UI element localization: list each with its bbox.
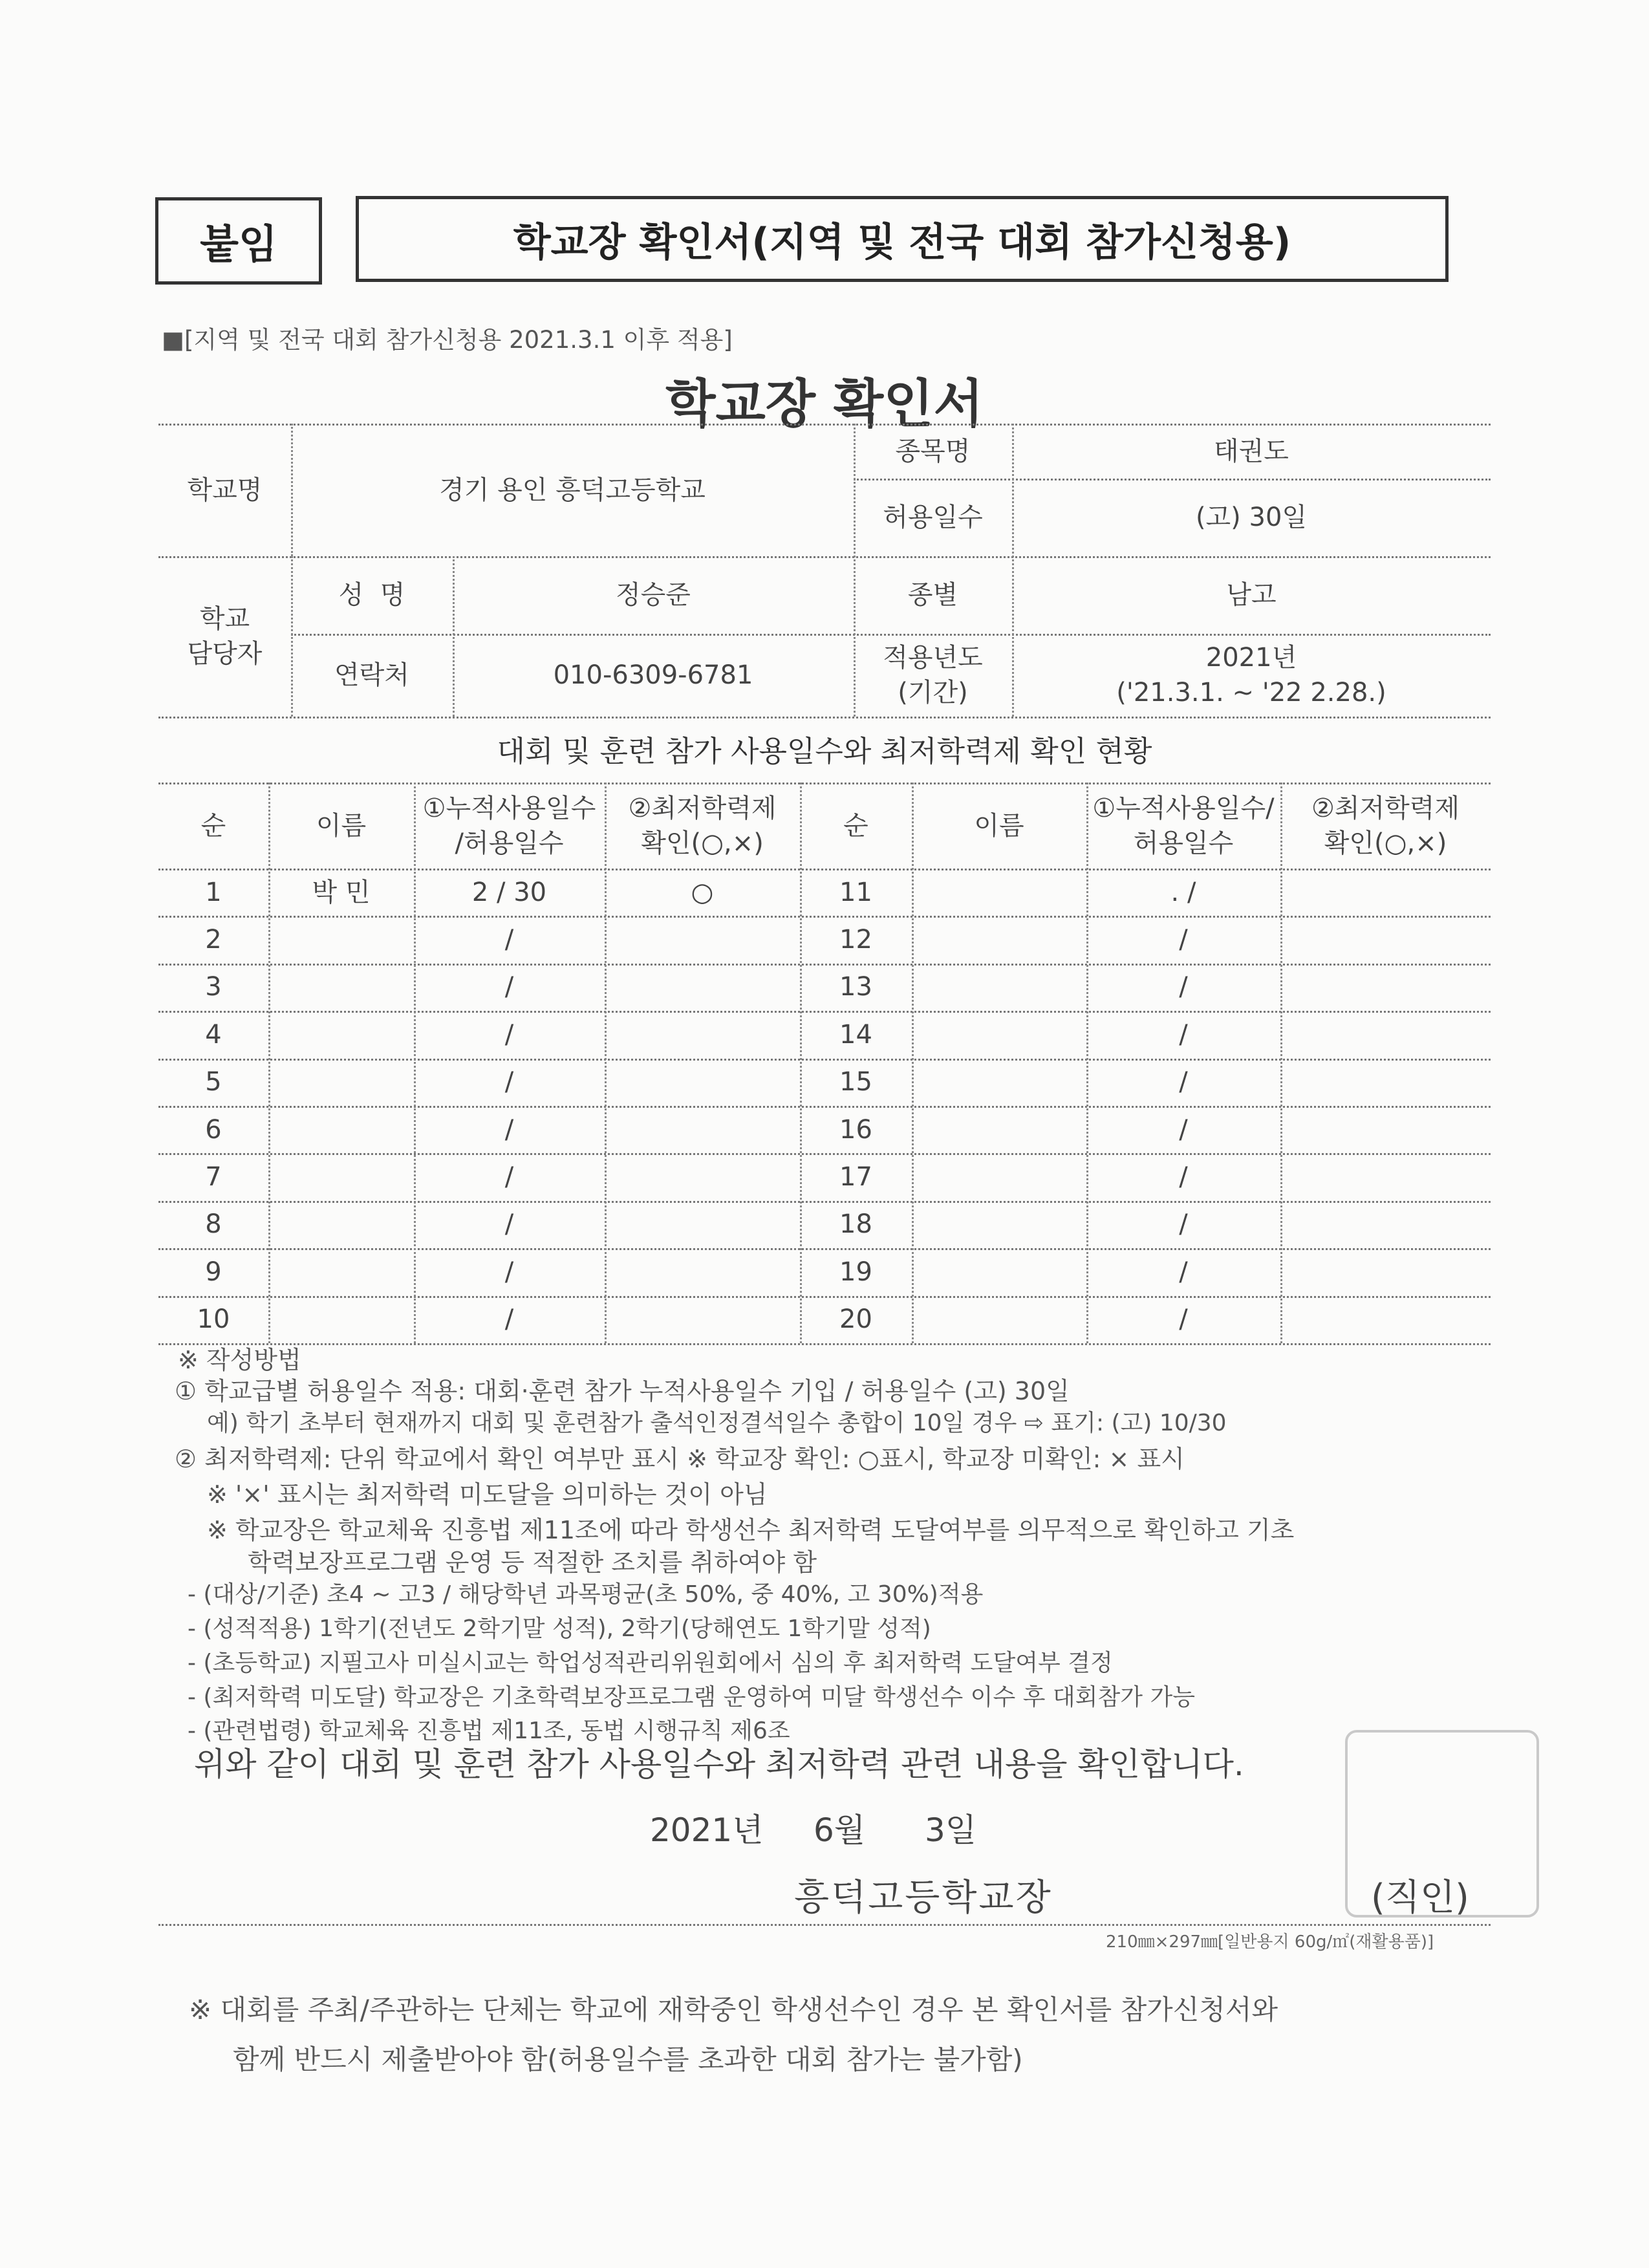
- used-days: /: [1179, 925, 1188, 955]
- row-number: 19: [839, 1257, 872, 1287]
- student-name: [268, 1153, 414, 1200]
- student-name: [912, 869, 1086, 916]
- academic-check: [605, 916, 800, 963]
- used-days: /: [1179, 1257, 1188, 1287]
- contact-value: 010-6309-6781: [553, 660, 753, 690]
- allowed-days-value: (고) 30일: [1195, 502, 1308, 532]
- student-name: [268, 1011, 414, 1058]
- paper-spec: 210㎜×297㎜[일반용지 60g/㎡(재활용품)]: [1106, 1932, 1434, 1952]
- used-days: /: [504, 1019, 514, 1050]
- student-name: [912, 964, 1086, 1011]
- used-days: /: [1179, 1209, 1188, 1240]
- row-number: 5: [205, 1067, 222, 1097]
- student-name: 박 민: [312, 877, 371, 907]
- used-days: . /: [1170, 877, 1196, 907]
- row-number: 8: [205, 1209, 222, 1240]
- used-days: /: [504, 925, 514, 955]
- footer-note-1: ※ 대회를 주최/주관하는 단체는 학교에 재학중인 학생선수인 경우 본 확인서를 참가신청서와: [189, 1994, 1278, 2025]
- form-title-box: [356, 196, 1449, 282]
- academic-check: [1280, 1011, 1491, 1058]
- academic-check: [605, 1153, 800, 1200]
- used-days: /: [504, 1067, 514, 1097]
- col-header-no: 순: [843, 810, 868, 841]
- manager-name-label: 성 명: [338, 580, 405, 610]
- student-name: [912, 1248, 1086, 1295]
- col-header-name: 이름: [974, 810, 1024, 841]
- footer-note-2: 함께 반드시 제출받아야 함(허용일수를 초과한 대회 참가는 불가함): [233, 2044, 1023, 2075]
- contact-label: 연락처: [334, 660, 409, 690]
- academic-check: [605, 1201, 800, 1248]
- gender-value: 남고: [1226, 580, 1277, 610]
- student-name: [912, 1201, 1086, 1248]
- student-name: [912, 1153, 1086, 1200]
- principal-title: 흥덕고등학교장: [794, 1877, 1053, 1919]
- date-year: 2021년: [650, 1811, 764, 1849]
- attachment-label-box: [155, 197, 322, 285]
- note-line: 예) 학기 초부터 현재까지 대회 및 훈련참가 출석인정결석일수 총합이 10일 경우 ⇨ 표기: (고) 10/30: [207, 1410, 1227, 1436]
- subtitle: ■[지역 및 전국 대회 참가신청용 2021.3.1 이후 적용]: [162, 326, 733, 354]
- student-name: [268, 964, 414, 1011]
- academic-check: [1280, 1201, 1491, 1248]
- academic-check: [605, 1106, 800, 1153]
- academic-check: [1280, 1248, 1491, 1295]
- school-name-label: 학교명: [187, 475, 263, 505]
- note-line: - (관련법령) 학교체육 진흥법 제11조, 동법 시행규칙 제6조: [188, 1718, 790, 1744]
- row-number: 17: [839, 1162, 872, 1193]
- student-name: [268, 1248, 414, 1295]
- event-value: 태권도: [1214, 436, 1289, 466]
- row-number: 7: [205, 1162, 222, 1193]
- academic-check: [605, 1011, 800, 1058]
- manager-label: 학교 담당자: [187, 604, 263, 669]
- student-name: [912, 1059, 1086, 1106]
- academic-check: ○: [691, 877, 714, 907]
- used-days: /: [504, 1257, 514, 1287]
- student-name: [912, 1296, 1086, 1343]
- row-number: 4: [205, 1019, 222, 1050]
- used-days: /: [504, 1114, 514, 1145]
- student-name: [912, 916, 1086, 963]
- row-number: 1: [205, 877, 222, 907]
- row-number: 10: [197, 1304, 230, 1335]
- used-days: /: [504, 1209, 514, 1240]
- note-line: - (초등학교) 지필고사 미실시교는 학업성적관리위원회에서 심의 후 최저학력 도달여부 결정: [188, 1650, 1113, 1676]
- row-number: 12: [839, 925, 872, 955]
- used-days: /: [1179, 1304, 1188, 1335]
- year-value: 2021년 ('21.3.1. ~ '22 2.28.): [1116, 643, 1386, 707]
- status-title: 대회 및 훈련 참가 사용일수와 최저학력제 확인 현황: [497, 734, 1152, 768]
- document-title: 학교장 확인서: [665, 374, 984, 434]
- note-line: - (최저학력 미도달) 학교장은 기초학력보장프로그램 운영하여 미달 학생선수 이수 후 대회참가 가능: [188, 1684, 1195, 1711]
- academic-check: [605, 964, 800, 1011]
- note-line: ※ 학교장은 학교체육 진흥법 제11조에 따라 학생선수 최저학력 도달여부를 의무적으로 확인하고 기초: [207, 1516, 1295, 1544]
- used-days: /: [1179, 972, 1188, 1002]
- used-days: /: [1179, 1162, 1188, 1193]
- student-name: [268, 1201, 414, 1248]
- used-days: /: [504, 1304, 514, 1335]
- academic-check: [1280, 1153, 1491, 1200]
- row-number: 20: [839, 1304, 872, 1335]
- col-header-check: ②최저학력제 확인(○,×): [1311, 793, 1460, 858]
- date-month: 6월: [814, 1811, 866, 1849]
- used-days: /: [1179, 1019, 1188, 1050]
- manager-name-value: 정승준: [616, 580, 691, 610]
- col-header-days: ①누적사용일수 /허용일수: [422, 793, 596, 858]
- note-line: ① 학교급별 허용일수 적용: 대회·훈련 참가 누적사용일수 기입 / 허용일수 (고) 30일: [175, 1377, 1070, 1405]
- academic-check: [1280, 916, 1491, 963]
- academic-check: [1280, 869, 1491, 916]
- student-name: [268, 1106, 414, 1153]
- academic-check: [1280, 1059, 1491, 1106]
- academic-check: [1280, 1296, 1491, 1343]
- student-name: [268, 916, 414, 963]
- row-number: 9: [205, 1257, 222, 1287]
- row-number: 15: [839, 1067, 872, 1097]
- year-label: 적용년도 (기간): [883, 643, 983, 707]
- student-name: [912, 1011, 1086, 1058]
- seal-label: (직인): [1371, 1877, 1469, 1919]
- row-number: 18: [839, 1209, 872, 1240]
- confirm-statement: 위와 같이 대회 및 훈련 참가 사용일수와 최저학력 관련 내용을 확인합니다.: [194, 1745, 1244, 1783]
- row-number: 13: [839, 972, 872, 1002]
- row-number: 2: [205, 925, 222, 955]
- note-line: - (대상/기준) 초4 ~ 고3 / 해당학년 과목평균(초 50%, 중 40%, 고 30%)적용: [188, 1581, 984, 1608]
- row-number: 14: [839, 1019, 872, 1050]
- gender-label: 종별: [907, 580, 958, 610]
- row-number: 3: [205, 972, 222, 1002]
- row-number: 11: [839, 877, 872, 907]
- used-days: 2 / 30: [471, 877, 547, 907]
- attachment-label: 붙임: [200, 221, 277, 268]
- academic-check: [1280, 1106, 1491, 1153]
- academic-check: [1280, 964, 1491, 1011]
- allowed-days-label: 허용일수: [883, 502, 983, 532]
- notes-heading: ※ 작성방법: [178, 1346, 301, 1374]
- note-line: ② 최저학력제: 단위 학교에서 확인 여부만 표시 ※ 학교장 확인: ○표시, 학교장 미확인: × 표시: [175, 1445, 1185, 1473]
- used-days: /: [1179, 1114, 1188, 1145]
- academic-check: [605, 1059, 800, 1106]
- note-line: - (성적적용) 1학기(전년도 2학기말 성적), 2학기(당해연도 1학기말 성적): [188, 1615, 931, 1642]
- note-line: ※ '×' 표시는 최저학력 미도달을 의미하는 것이 아님: [207, 1480, 768, 1509]
- academic-check: [605, 1248, 800, 1295]
- note-line: 학력보장프로그램 운영 등 적절한 조치를 취하여야 함: [248, 1548, 817, 1577]
- student-name: [268, 1059, 414, 1106]
- col-header-name: 이름: [316, 810, 367, 841]
- student-name: [268, 1296, 414, 1343]
- school-name-value: 경기 용인 흥덕고등학교: [439, 475, 706, 505]
- row-number: 16: [839, 1114, 872, 1145]
- table-grid-line: [158, 1343, 1491, 1345]
- col-header-days: ①누적사용일수/ 허용일수: [1092, 793, 1275, 858]
- col-header-check: ②최저학력제 확인(○,×): [628, 793, 777, 858]
- form-title: 학교장 확인서(지역 및 전국 대회 참가신청용): [513, 219, 1291, 265]
- used-days: /: [504, 972, 514, 1002]
- col-header-no: 순: [200, 810, 226, 841]
- used-days: /: [1179, 1067, 1188, 1097]
- student-name: [912, 1106, 1086, 1153]
- row-number: 6: [205, 1114, 222, 1145]
- event-label: 종목명: [895, 436, 971, 466]
- academic-check: [605, 1296, 800, 1343]
- used-days: /: [504, 1162, 514, 1193]
- date-day: 3일: [925, 1811, 977, 1849]
